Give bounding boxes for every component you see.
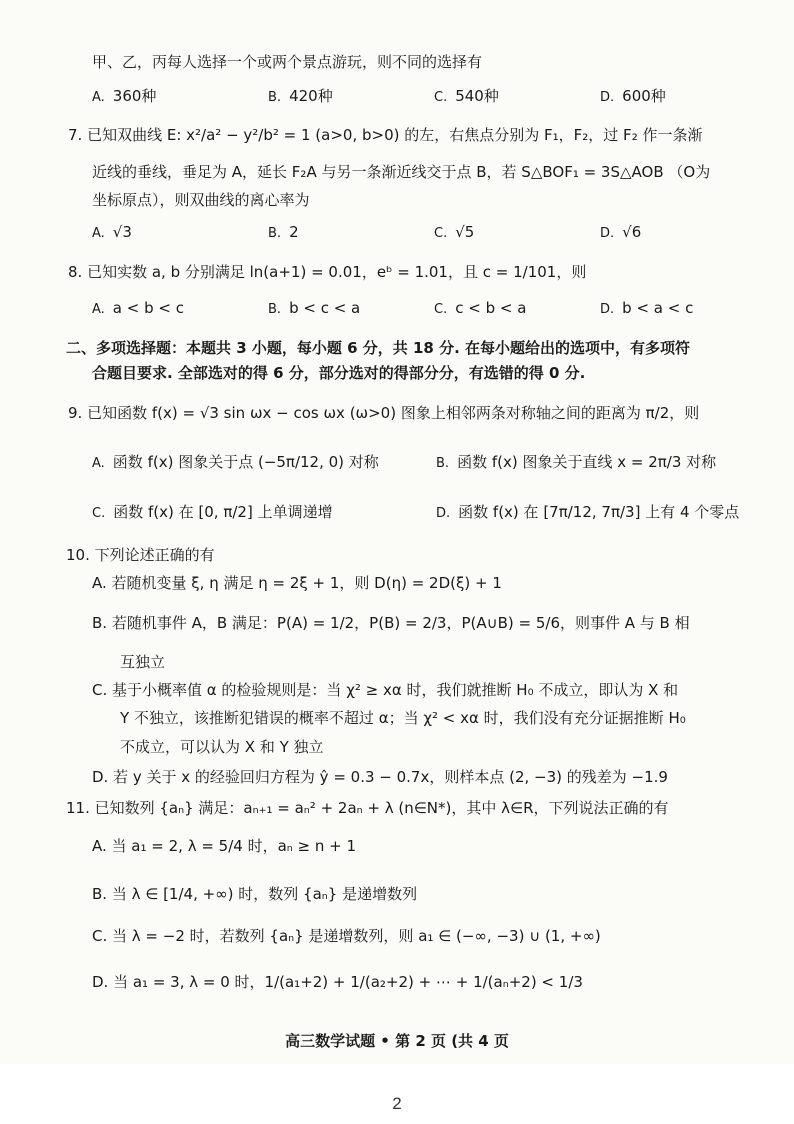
q9-option-d: D. 函数 f(x) 在 [7π/12, 7π/3] 上有 4 个零点	[436, 503, 740, 521]
q9-option-b: B. 函数 f(x) 图象关于直线 x = 2π/3 对称	[436, 453, 717, 471]
q10-option-c-line-3: 不成立，可以认为 X 和 Y 独立	[120, 738, 324, 756]
q6-option-a: A. 360种	[92, 87, 157, 105]
section-2-heading-line-2: 合题目要求. 全部选对的得 6 分，部分选对的得部分分，有选错的得 0 分.	[92, 364, 586, 382]
q7-option-c: C. √5	[434, 223, 475, 241]
q8-option-d: D. b < a < c	[600, 299, 694, 317]
q9-option-c: C. 函数 f(x) 在 [0, π/2] 上单调递增	[92, 503, 333, 521]
q7-option-a: A. √3	[92, 223, 132, 241]
question-7-line-2: 近线的垂线，垂足为 A，延长 F₂A 与另一条渐近线交于点 B，若 S△BOF₁ = 3S△AOB （O为	[92, 163, 711, 181]
q10-option-a: A. 若随机变量 ξ, η 满足 η = 2ξ + 1，则 D(η) = 2D(ξ) + 1	[92, 574, 502, 592]
q10-option-d: D. 若 y 关于 x 的经验回归方程为 ŷ = 0.3 − 0.7x，则样本点 (2, −3) 的残差为 −1.9	[92, 768, 668, 786]
q8-option-c: C. c < b < a	[434, 299, 527, 317]
section-2-heading-line-1: 二、多项选择题：本题共 3 小题，每小题 6 分，共 18 分. 在每小题给出的选项中，有多项符	[66, 339, 691, 357]
page-number: 2	[392, 1094, 402, 1113]
q8-option-a: A. a < b < c	[92, 299, 184, 317]
q8-option-b: B. b < c < a	[268, 299, 361, 317]
question-6-stem-continued: 甲、乙，丙每人选择一个或两个景点游玩，则不同的选择有	[92, 53, 483, 71]
q6-option-b: B. 420种	[268, 87, 333, 105]
q6-option-d: D. 600种	[600, 87, 666, 105]
question-11-stem: 11. 已知数列 {aₙ} 满足：aₙ₊₁ = aₙ² + 2aₙ + λ (n∈N*)，其中 λ∈R，下列说法正确的有	[66, 799, 669, 817]
q11-option-b: B. 当 λ ∈ [1/4, +∞) 时，数列 {aₙ} 是递增数列	[92, 885, 418, 903]
q9-option-a: A. 函数 f(x) 图象关于点 (−5π/12, 0) 对称	[92, 453, 379, 471]
question-10-stem: 10. 下列论述正确的有	[66, 546, 215, 564]
q7-option-b: B. 2	[268, 223, 299, 241]
question-8-stem: 8. 已知实数 a, b 分别满足 ln(a+1) = 0.01，eᵇ = 1.01，且 c = 1/101，则	[68, 263, 587, 281]
q10-option-b-line-1: B. 若随机事件 A，B 满足：P(A) = 1/2，P(B) = 2/3，P(A∪B) = 5/6，则事件 A 与 B 相	[92, 614, 690, 632]
question-7-line-1: 7. 已知双曲线 E: x²/a² − y²/b² = 1 (a>0, b>0) 的左，右焦点分别为 F₁，F₂，过 F₂ 作一条渐	[68, 126, 703, 144]
q7-option-d: D. √6	[600, 223, 642, 241]
q6-option-c: C. 540种	[434, 87, 499, 105]
q11-option-d: D. 当 a₁ = 3, λ = 0 时，1/(a₁+2) + 1/(a₂+2) + ⋯ + 1/(aₙ+2) < 1/3	[92, 973, 583, 991]
q11-option-c: C. 当 λ = −2 时，若数列 {aₙ} 是递增数列，则 a₁ ∈ (−∞, −3) ∪ (1, +∞)	[92, 927, 601, 945]
q10-option-c-line-1: C. 基于小概率值 α 的检验规则是：当 χ² ≥ xα 时，我们就推断 H₀ 不成立，即认为 X 和	[92, 681, 679, 699]
question-7-line-3: 坐标原点），则双曲线的离心率为	[92, 191, 310, 209]
q11-option-a: A. 当 a₁ = 2, λ = 5/4 时，aₙ ≥ n + 1	[92, 837, 357, 855]
page-footer: 高三数学试题 • 第 2 页 (共 4 页	[285, 1032, 509, 1050]
question-9-stem: 9. 已知函数 f(x) = √3 sin ωx − cos ωx (ω>0) 图象上相邻两条对称轴之间的距离为 π/2，则	[68, 404, 700, 422]
q10-option-c-line-2: Y 不独立，该推断犯错误的概率不超过 α；当 χ² < xα 时，我们没有充分证据推断 H₀	[120, 709, 686, 727]
q10-option-b-line-2: 互独立	[120, 653, 166, 671]
